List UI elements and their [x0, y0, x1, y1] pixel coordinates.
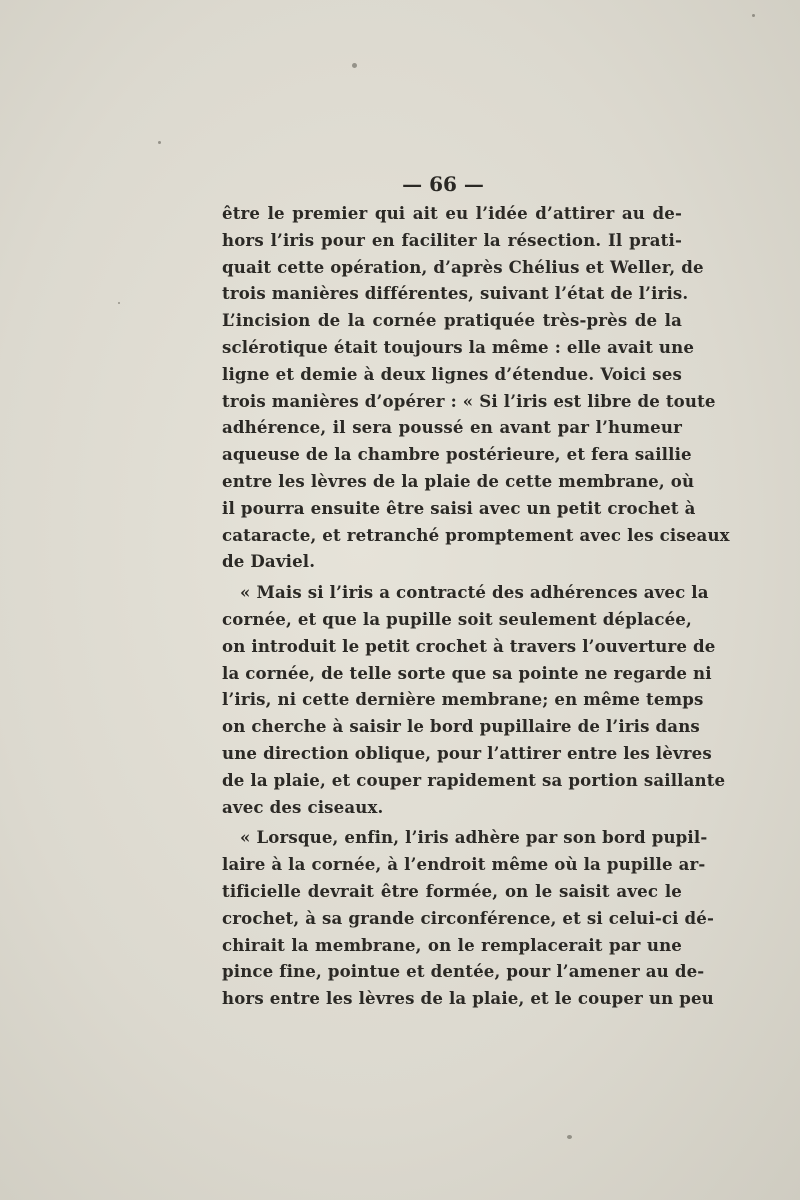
text-line: tificielle devrait être formée, on le saisit avec le — [222, 880, 682, 901]
paragraph-3 — [222, 824, 714, 1012]
text-line: trois manières d’opérer : « Si l’iris est libre de toute — [222, 390, 716, 411]
text-line: « Mais si l’iris a contracté des adhérences avec la — [240, 582, 709, 603]
paper-speck — [118, 302, 120, 304]
paper-speck — [352, 63, 357, 68]
text-line: trois manières différentes, suivant l’état de l’iris. — [222, 283, 689, 304]
text-line: quait cette opération, d’après Chélius et Weller, de — [222, 256, 704, 277]
page-number: — 66 — — [402, 172, 484, 196]
text-line: avec des ciseaux. — [222, 796, 384, 817]
text-line: on introduit le petit crochet à travers l’ouverture de — [222, 635, 716, 656]
text-line: adhérence, il sera poussé en avant par l’humeur — [222, 417, 682, 438]
paper-speck — [158, 141, 161, 144]
text-line: hors entre les lèvres de la plaie, et le couper un peu — [222, 988, 714, 1009]
text-line: sclérotique était toujours la même : elle avait une — [222, 336, 695, 357]
text-line: il pourra ensuite être saisi avec un petit crochet à — [222, 497, 696, 518]
text-line: la cornée, de telle sorte que sa pointe ne regarde ni — [222, 662, 712, 683]
text-line: une direction oblique, pour l’attirer entre les lèvres — [222, 742, 712, 763]
text-line: ligne et demie à deux lignes d’étendue. Voici ses — [222, 363, 682, 384]
text-line: hors l’iris pour en faciliter la résection. Il prati- — [222, 229, 682, 250]
text-line: cornée, et que la pupille soit seulement déplacée, — [222, 608, 692, 629]
text-line: être le premier qui ait eu l’idée d’attirer au de- — [222, 203, 682, 223]
text-line: crochet, à sa grande circonférence, et si celui-ci dé- — [222, 907, 714, 928]
paragraph-2 — [222, 579, 726, 820]
text-line: L’incision de la cornée pratiquée très-près de la — [222, 310, 682, 331]
text-line: de la plaie, et couper rapidement sa portion saillante — [222, 769, 726, 790]
text-line: aqueuse de la chambre postérieure, et fera saillie — [222, 444, 692, 465]
text-line: pince fine, pointue et dentée, pour l’amener au de- — [222, 961, 705, 982]
text-line: « Lorsque, enfin, l’iris adhère par son bord pupil- — [240, 827, 708, 848]
text-line: de Daviel. — [222, 551, 316, 572]
paragraph-1 — [222, 200, 730, 575]
text-line: laire à la cornée, à l’endroit même où la pupille ar- — [222, 854, 706, 875]
text-line: l’iris, ni cette dernière membrane; en même temps — [222, 689, 704, 710]
text-line: on cherche à saisir le bord pupillaire de l’iris dans — [222, 716, 700, 737]
body-text — [222, 200, 730, 1012]
paper-speck — [752, 14, 755, 17]
text-line: chirait la membrane, on le remplacerait par une — [222, 934, 682, 955]
text-line: cataracte, et retranché promptement avec les ciseaux — [222, 524, 730, 545]
text-line: entre les lèvres de la plaie de cette membrane, où — [222, 470, 695, 491]
paper-speck — [567, 1135, 572, 1139]
